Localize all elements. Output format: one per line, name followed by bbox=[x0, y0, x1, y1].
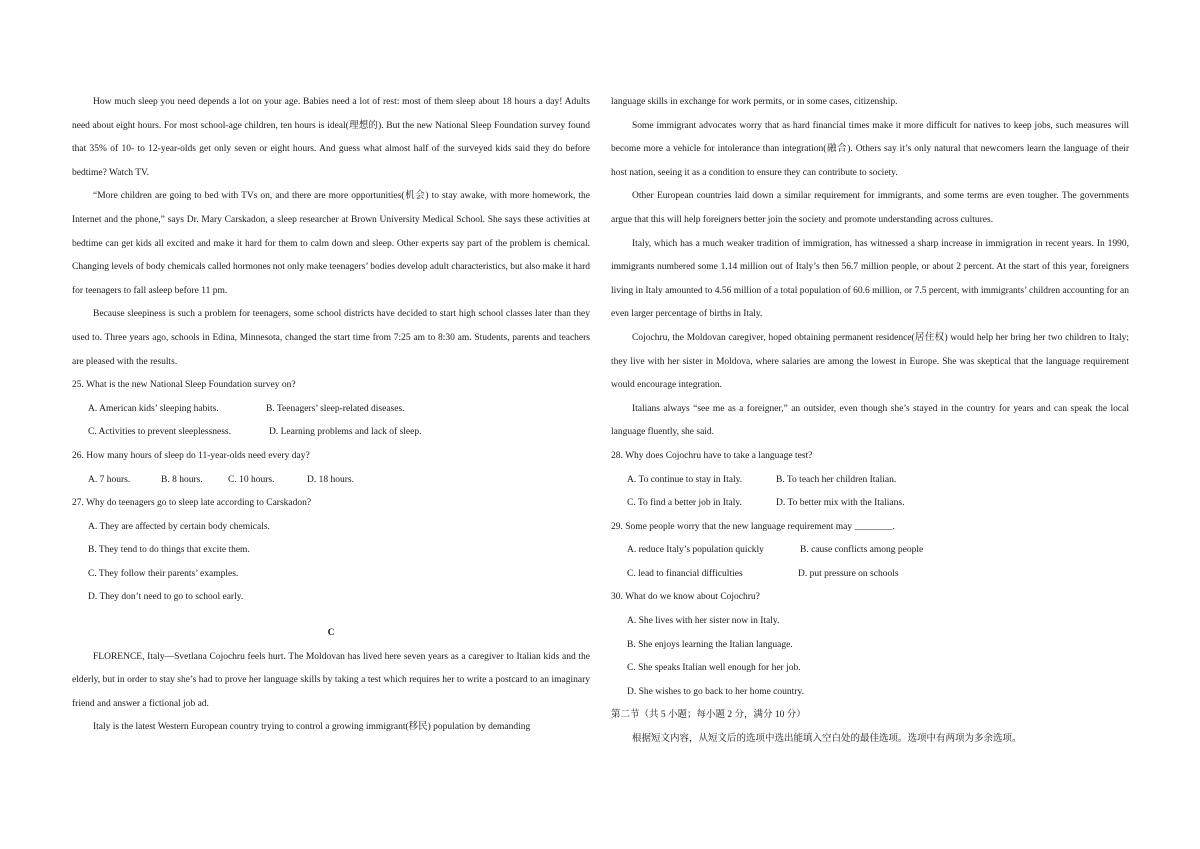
question-28-stem: 28. Why does Cojochru have to take a language test? bbox=[611, 450, 813, 461]
question-29-option-b: B. cause conflicts among people bbox=[800, 545, 924, 556]
question-30-option-a: A. She lives with her sister now in Italy. bbox=[627, 616, 780, 627]
question-26-options bbox=[72, 469, 590, 493]
question-25-option-c: C. Activities to prevent sleeplessness. bbox=[88, 427, 232, 438]
right-column bbox=[611, 91, 1129, 752]
passage-c-paragraph-4: Other European countries laid down a similar requirement for immigrants, and some terms are even tougher. The governments argue that this will help foreigners better join the society and promote understanding across cultures. bbox=[611, 191, 1129, 225]
question-27-stem: 27. Why do teenagers go to sleep late according to Carskadon? bbox=[72, 498, 312, 509]
question-27-option-b: B. They tend to do things that excite them. bbox=[88, 545, 250, 556]
question-30-option-c: C. She speaks Italian well enough for her job. bbox=[627, 663, 801, 674]
question-27-option-c: C. They follow their parents’ examples. bbox=[88, 568, 239, 579]
question-26-option-a: A. 7 hours. bbox=[88, 474, 131, 485]
question-25-options-row-1 bbox=[72, 398, 590, 422]
question-28-option-d: D. To better mix with the Italians. bbox=[776, 498, 905, 509]
question-26-option-d: D. 18 hours. bbox=[307, 474, 354, 485]
left-column bbox=[72, 91, 590, 740]
question-28-options-row-2 bbox=[611, 492, 1129, 516]
question-28-option-b: B. To teach her children Italian. bbox=[776, 474, 897, 485]
question-25-option-b: B. Teenagers’ sleep-related diseases. bbox=[266, 403, 405, 414]
passage-b-paragraph-3: Because sleepiness is such a problem for teenagers, some school districts have decided to start high school classes later than they used to. Three years ago, schools in Edina, Minnesota, changed the start time from 7:25 am to 8:30 am. Students, parents and teachers are pleased with the results. bbox=[72, 309, 590, 367]
question-26-option-b: B. 8 hours. bbox=[161, 474, 203, 485]
passage-c-paragraph-5: Italy, which has a much weaker tradition of immigration, has witnessed a sharp increase in immigration in recent years. In 1990, immigrants numbered some 1.14 million out of Italy’s then 56.7 million people, or about 2 percent. At the start of this year, foreigners living in Italy amounted to 4.56 million of a total population of 60.6 million, or 7.5 percent, with immigrants’ children accounting for an even larger percentage of births in Italy. bbox=[611, 238, 1129, 320]
question-27-option-d: D. They don’t need to go to school early. bbox=[88, 592, 244, 603]
question-25-options-row-2 bbox=[72, 421, 590, 445]
question-29-option-a: A. reduce Italy’s population quickly bbox=[627, 545, 764, 556]
question-28-options-row-1 bbox=[611, 469, 1129, 493]
question-30-stem: 30. What do we know about Cojochru? bbox=[611, 592, 760, 603]
question-28-option-a: A. To continue to stay in Italy. bbox=[627, 474, 743, 485]
passage-c-continued-line: language skills in exchange for work permits, or in some cases, citizenship. bbox=[611, 97, 898, 107]
passage-b-paragraph-2: “More children are going to bed with TVs on, and there are more opportunities(机会) to stay awake, with more homework, the Internet and the phone,” says Dr. Mary Carskadon, a sleep researcher at Brown University Medical School. She says these activities at bedtime can get kids all excited and make it hard for them to calm down and sleep. Other experts say part of the problem is chemical. Changing levels of body chemicals called hormones not only make teenagers’ bodies develop adult characteristics, but also make it hard for teenagers to fall asleep before 11 pm. bbox=[72, 191, 590, 296]
question-26-option-c: C. 10 hours. bbox=[228, 474, 275, 485]
question-29-stem: 29. Some people worry that the new language requirement may ________. bbox=[611, 521, 895, 532]
section-c-heading: C bbox=[327, 628, 335, 639]
question-29-options-row-1 bbox=[611, 539, 1129, 563]
question-29-options-row-2 bbox=[611, 563, 1129, 587]
question-30-option-d: D. She wishes to go back to her home country. bbox=[627, 686, 804, 697]
question-25-option-d: D. Learning problems and lack of sleep. bbox=[269, 427, 422, 438]
question-28-option-c: C. To find a better job in Italy. bbox=[627, 498, 742, 509]
section-2-instructions: 根据短文内容，从短文后的选项中选出能填入空白处的最佳选项。选项中有两项为多余选项。 bbox=[632, 734, 1022, 745]
passage-b-paragraph-1: How much sleep you need depends a lot on your age. Babies need a lot of rest: most of them sleep about 18 hours a day! Adults need about eight hours. For most school-age children, ten hours is ideal(理想的). But the new National Sleep Foundation survey found that 35% of 10- to 12-year-olds get only seven or eight hours. And guess what almost half of the surveyed kids said they do before bedtime? Watch TV. bbox=[72, 97, 590, 178]
section-2-heading: 第二节（共 5 小题；每小题 2 分，满分 10 分） bbox=[611, 710, 806, 721]
question-29-option-c: C. lead to financial difficulties bbox=[627, 568, 743, 579]
passage-c-paragraph-3: Some immigrant advocates worry that as hard financial times make it more difficult for natives to keep jobs, such measures will become more a vehicle for intolerance than integration(融合). Others say it’s only natural that newcomers learn the language of their host nation, seeing it as a condition to ensure they can contribute to society. bbox=[611, 120, 1129, 178]
passage-c-paragraph-6: Cojochru, the Moldovan caregiver, hoped obtaining permanent residence(居住权) would help her bring her two children to Italy; they live with her sister in Moldova, where salaries are among the lowest in Europe. She was skeptical that the language requirement would encourage integration. bbox=[611, 332, 1129, 391]
passage-c-paragraph-7: Italians always “see me as a foreigner,” an outsider, even though she’s stayed in the country for years and can speak the local language fluently, she said. bbox=[611, 403, 1129, 438]
question-25-stem: 25. What is the new National Sleep Foundation survey on? bbox=[72, 380, 296, 391]
question-27-option-a: A. They are affected by certain body chemicals. bbox=[88, 521, 270, 532]
question-25-option-a: A. American kids’ sleeping habits. bbox=[88, 403, 219, 414]
question-29-option-d: D. put pressure on schools bbox=[798, 568, 899, 579]
passage-c-paragraph-1: FLORENCE, Italy—Svetlana Cojochru feels hurt. The Moldovan has lived here seven years as a caregiver to Italian kids and the elderly, but in order to stay she’s had to prove her language skills by taking a test which requires her to write a postcard to an imaginary friend and answer a fictional job ad. bbox=[72, 651, 590, 709]
passage-c-paragraph-2: Italy is the latest Western European country trying to control a growing immigrant(移民) population by demanding bbox=[93, 722, 531, 733]
question-30-option-b: B. She enjoys learning the Italian language. bbox=[627, 639, 793, 650]
question-26-stem: 26. How many hours of sleep do 11-year-olds need every day? bbox=[72, 450, 310, 461]
